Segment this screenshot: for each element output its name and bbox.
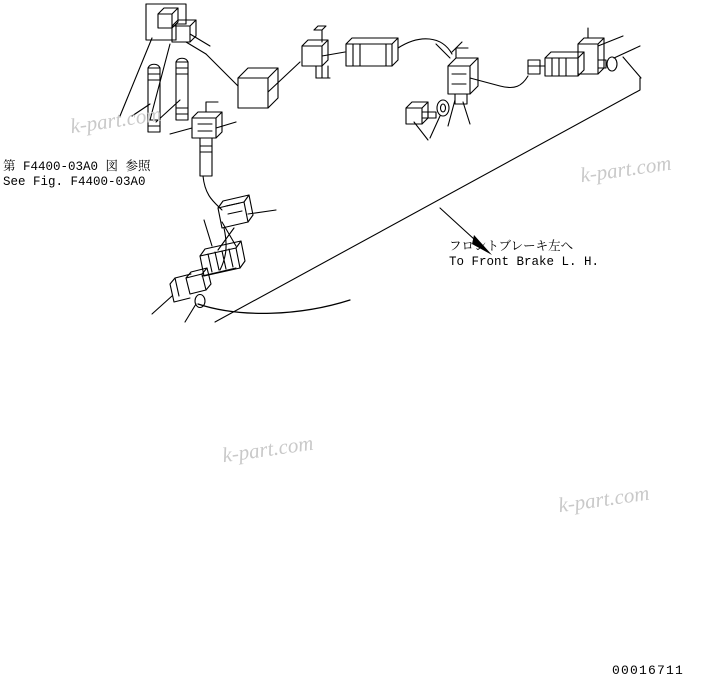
watermark: k-part.com bbox=[68, 101, 163, 139]
front-brake-note bbox=[449, 240, 599, 270]
watermark: k-part.com bbox=[220, 430, 315, 468]
front-brake-note-line2: To Front Brake L. H. bbox=[449, 254, 600, 269]
front-brake-note-line1: フロントブレーキ左へ bbox=[449, 240, 574, 254]
part-number-label: 00016711 bbox=[612, 663, 685, 678]
watermark: k-part.com bbox=[556, 480, 651, 518]
reference-note-line1: 第 F4400-03A0 図 参照 bbox=[3, 160, 151, 174]
reference-note-line2: See Fig. F4400-03A0 bbox=[3, 174, 146, 189]
reference-note bbox=[3, 160, 151, 190]
watermark: k-part.com bbox=[578, 150, 673, 188]
